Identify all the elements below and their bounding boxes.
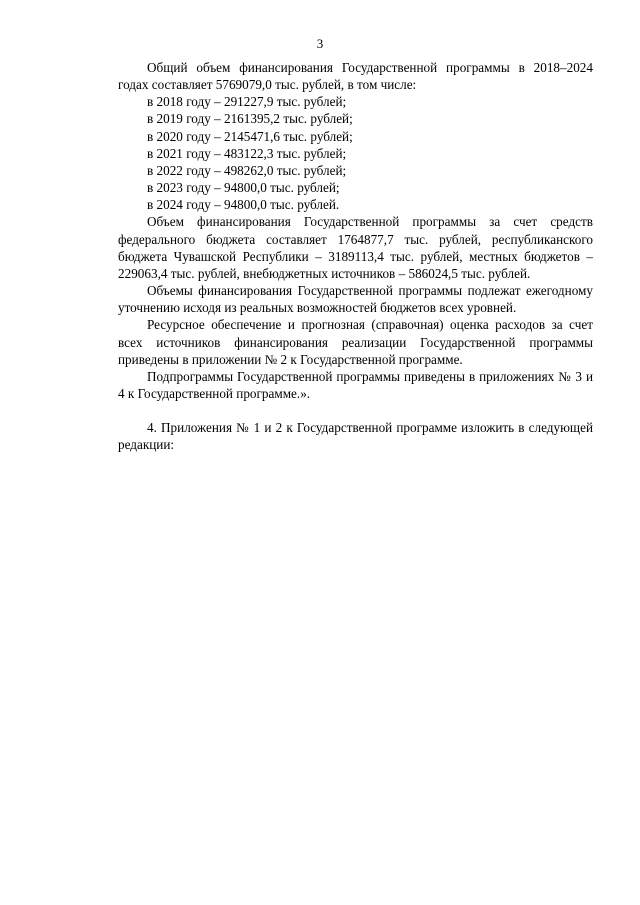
page-number: 3 (316, 36, 324, 51)
year-line-2022: в 2022 году – 498262,0 тыс. рублей; (147, 162, 347, 178)
year-line-2021: в 2021 году – 483122,3 тыс. рублей; (147, 145, 347, 161)
paragraph-total-funding: Общий объем финансирования Государственной программы в 2018–2024 годах составляет 5769079,0 тыс. рублей, в том числе: (118, 60, 593, 93)
paragraph-item-4: 4. Приложения № 1 и 2 к Государственной программе изложить в следующей редакции: (118, 420, 593, 453)
year-line-2024: в 2024 году – 94800,0 тыс. рублей. (147, 197, 340, 213)
paragraph-funding-sources: Объем финансирования Государственной программы за счет средств федерального бюджета составляет 1764877,7 тыс. рублей, республиканского бюджета Чувашской Республики – 3189113,4 тыс. рублей, местных бюджетов – 229063,4 тыс. рублей, внебюджетных источников – 586024,5 тыс. рублей. (118, 214, 593, 281)
year-line-2023: в 2023 году – 94800,0 тыс. рублей; (147, 180, 340, 196)
year-line-2019: в 2019 году – 2161395,2 тыс. рублей; (147, 111, 353, 127)
paragraph-subprograms: Подпрограммы Государственной программы приведены в приложениях № 3 и 4 к Государственной программе.». (118, 368, 593, 401)
paragraph-annual-update: Объемы финансирования Государственной программы подлежат ежегодному уточнению исходя из реальных возможностей бюджетов всех уровней. (118, 283, 593, 316)
year-line-2018: в 2018 году – 291227,9 тыс. рублей; (147, 94, 347, 110)
paragraph-resource-support: Ресурсное обеспечение и прогнозная (справочная) оценка расходов за счет всех источников финансирования реализации Государственной программы приведены в приложении № 2 к Государственной программе. (118, 317, 593, 367)
document-body (118, 59, 593, 453)
year-line-2020: в 2020 году – 2145471,6 тыс. рублей; (147, 128, 353, 144)
